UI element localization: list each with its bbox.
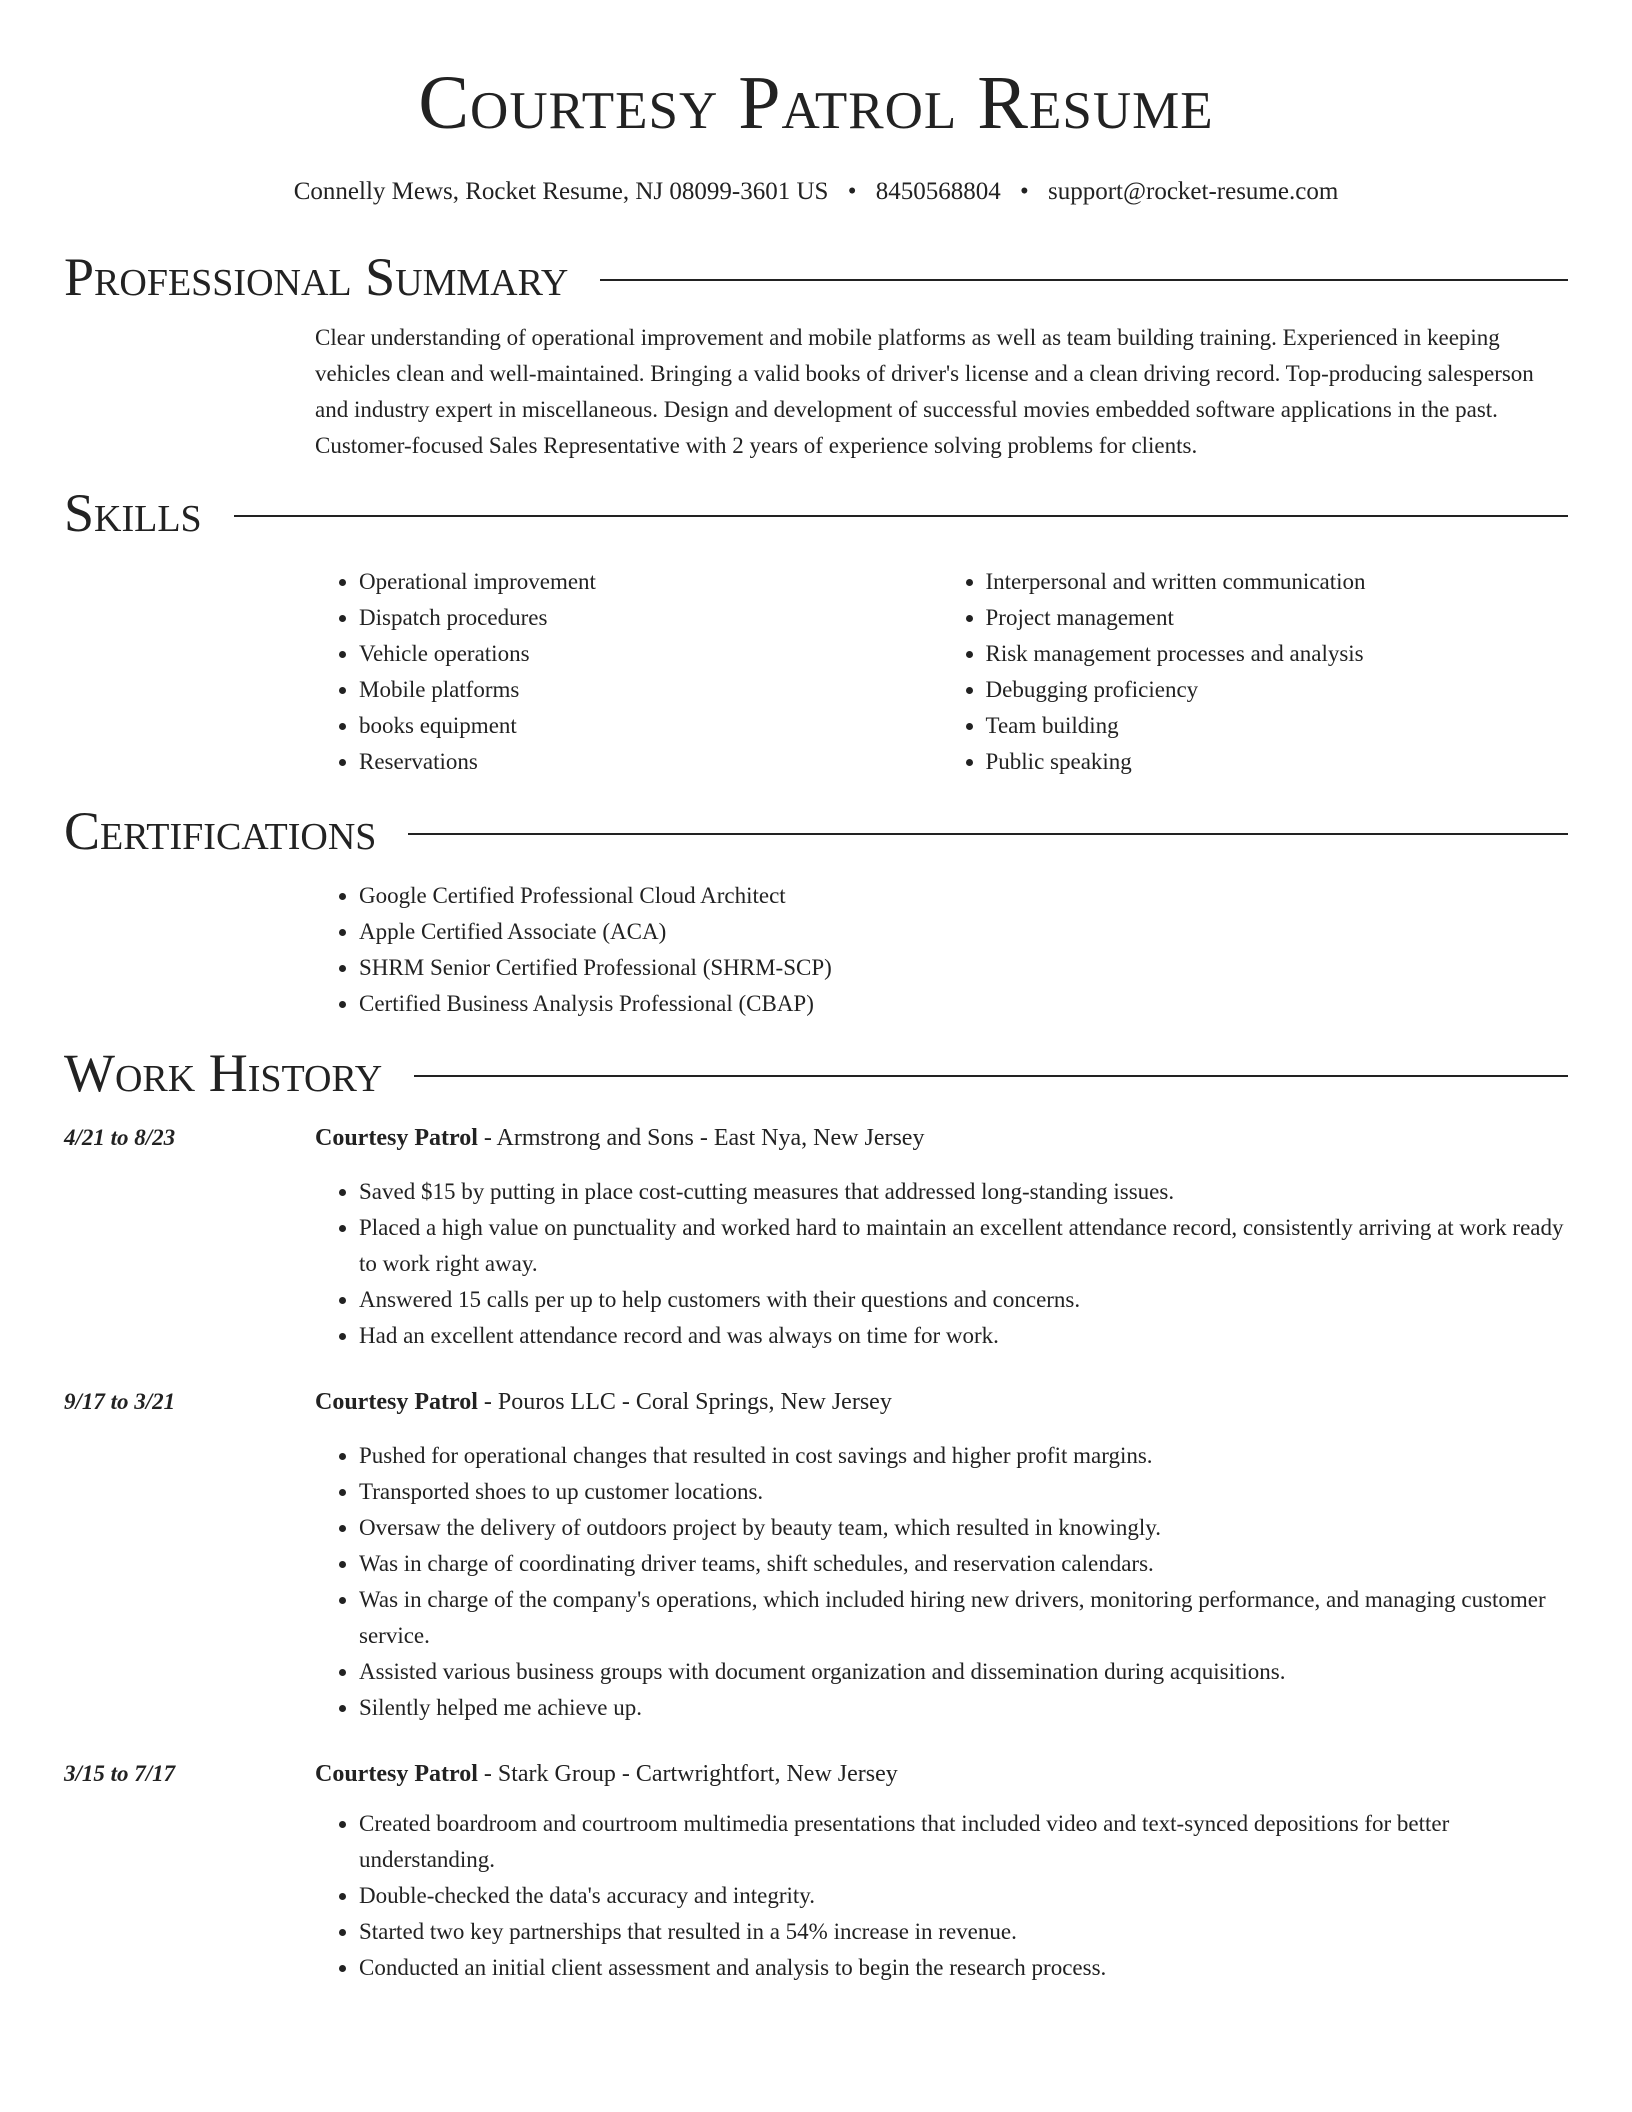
job-bullet: • Transported shoes to up customer locations. (359, 1474, 1568, 1510)
job-entry (64, 1384, 1568, 1726)
section-divider (414, 1075, 1568, 1077)
job-body (315, 1120, 1568, 1354)
job-bullet: • Conducted an initial client assessment and analysis to begin the research process. (359, 1950, 1568, 1986)
skill-item: • Risk management processes and analysis (986, 636, 1569, 672)
job-dates: 3/15 to 7/17 (64, 1761, 176, 1786)
skills-section-header (64, 482, 1568, 544)
job-body (315, 1756, 1568, 1986)
contact-phone: 8450568804 (875, 178, 1001, 205)
job-bullet: • Was in charge of coordinating driver teams, shift schedules, and reservation calendars. (359, 1546, 1568, 1582)
skill-item: • Dispatch procedures (359, 600, 942, 636)
section-divider (234, 515, 1568, 517)
skill-item: • Interpersonal and written communication (986, 564, 1569, 600)
job-bullet: • Assisted various business groups with document organization and dissemination during acquisitions. (359, 1654, 1568, 1690)
section-divider (600, 279, 1568, 281)
summary-title: Professional Summary (64, 247, 569, 307)
skill-item: • Reservations (359, 744, 942, 780)
job-bullet: • Pushed for operational changes that resulted in cost savings and higher profit margins. (359, 1438, 1568, 1474)
certifications-block (315, 878, 1568, 1022)
skill-item: • Debugging proficiency (986, 672, 1569, 708)
job-bullet: • Created boardroom and courtroom multimedia presentations that included video and text-synced depositions for better understanding. (359, 1806, 1568, 1878)
resume-title: Courtesy Patrol Resume (418, 61, 1214, 145)
skill-item: • Vehicle operations (359, 636, 942, 672)
certification-item: • SHRM Senior Certified Professional (SHRM-SCP) (359, 950, 1568, 986)
job-body (315, 1384, 1568, 1726)
summary-section-header (64, 246, 1568, 308)
work-title: Work History (64, 1043, 383, 1103)
skills-list-left (315, 564, 942, 780)
job-company: - Armstrong and Sons - East Nya, New Jersey (477, 1125, 925, 1151)
job-bullet: • Started two key partnerships that resulted in a 54% increase in revenue. (359, 1914, 1568, 1950)
certification-item: • Apple Certified Associate (ACA) (359, 914, 1568, 950)
job-header (315, 1756, 1568, 1792)
job-bullet: • Was in charge of the company's operations, which included hiring new drivers, monitoring performance, and managing customer service. (359, 1582, 1568, 1654)
job-bullet: • Placed a high value on punctuality and worked hard to maintain an excellent attendance record, consistently arriving at work ready to work right away. (359, 1210, 1568, 1282)
certifications-title: Certifications (64, 801, 377, 861)
certifications-section-header (64, 800, 1568, 862)
contact-separator: • (1019, 178, 1029, 205)
skills-grid (315, 564, 1568, 780)
job-bullets (315, 1174, 1568, 1354)
job-bullet: • Answered 15 calls per up to help customers with their questions and concerns. (359, 1282, 1568, 1318)
job-role: Courtesy Patrol (315, 1761, 478, 1787)
contact-line (64, 176, 1568, 208)
certification-item: • Certified Business Analysis Professional (CBAP) (359, 986, 1568, 1022)
certifications-list (315, 878, 1568, 1022)
contact-address: Connelly Mews, Rocket Resume, NJ 08099-3601 US (293, 178, 829, 205)
job-company: - Stark Group - Cartwrightfort, New Jersey (477, 1761, 898, 1787)
job-dates: 9/17 to 3/21 (64, 1389, 176, 1414)
work-section-header (64, 1042, 1568, 1104)
job-role: Courtesy Patrol (315, 1125, 478, 1151)
contact-separator: • (847, 178, 857, 205)
skill-item: • Mobile platforms (359, 672, 942, 708)
job-bullet: • Silently helped me achieve up. (359, 1690, 1568, 1726)
job-bullet: • Oversaw the delivery of outdoors project by beauty team, which resulted in knowingly. (359, 1510, 1568, 1546)
skills-list-right (942, 564, 1569, 780)
job-bullet: • Saved $15 by putting in place cost-cutting measures that addressed long-standing issues. (359, 1174, 1568, 1210)
job-company: - Pouros LLC - Coral Springs, New Jersey (477, 1389, 892, 1415)
skill-item: • books equipment (359, 708, 942, 744)
certification-item: • Google Certified Professional Cloud Architect (359, 878, 1568, 914)
job-role: Courtesy Patrol (315, 1389, 478, 1415)
job-bullets (315, 1806, 1568, 1986)
contact-email: support@rocket-resume.com (1047, 178, 1339, 205)
job-entry (64, 1120, 1568, 1354)
skill-item: • Team building (986, 708, 1569, 744)
skill-item: • Public speaking (986, 744, 1569, 780)
skill-item: • Project management (986, 600, 1569, 636)
skill-item: • Operational improvement (359, 564, 942, 600)
section-divider (408, 833, 1568, 835)
summary-text: Clear understanding of operational improvement and mobile platforms as well as team building training. Experienced in keeping vehicles clean and well-maintained. Bringing a valid books of driver's license and a clean driving record. Top-producing salesperson and industry expert in miscellaneous. Design and development of successful movies embedded software applications in the past. Customer-focused Sales Representative with 2 years of experience solving problems for clients. (315, 325, 1534, 458)
job-dates: 4/21 to 8/23 (64, 1125, 176, 1150)
skills-title: Skills (64, 483, 202, 543)
job-entry (64, 1756, 1568, 1986)
job-bullet: • Had an excellent attendance record and was always on time for work. (359, 1318, 1568, 1354)
job-header (315, 1384, 1568, 1420)
job-header (315, 1120, 1568, 1156)
job-bullets (315, 1438, 1568, 1726)
job-bullet: • Double-checked the data's accuracy and integrity. (359, 1878, 1568, 1914)
